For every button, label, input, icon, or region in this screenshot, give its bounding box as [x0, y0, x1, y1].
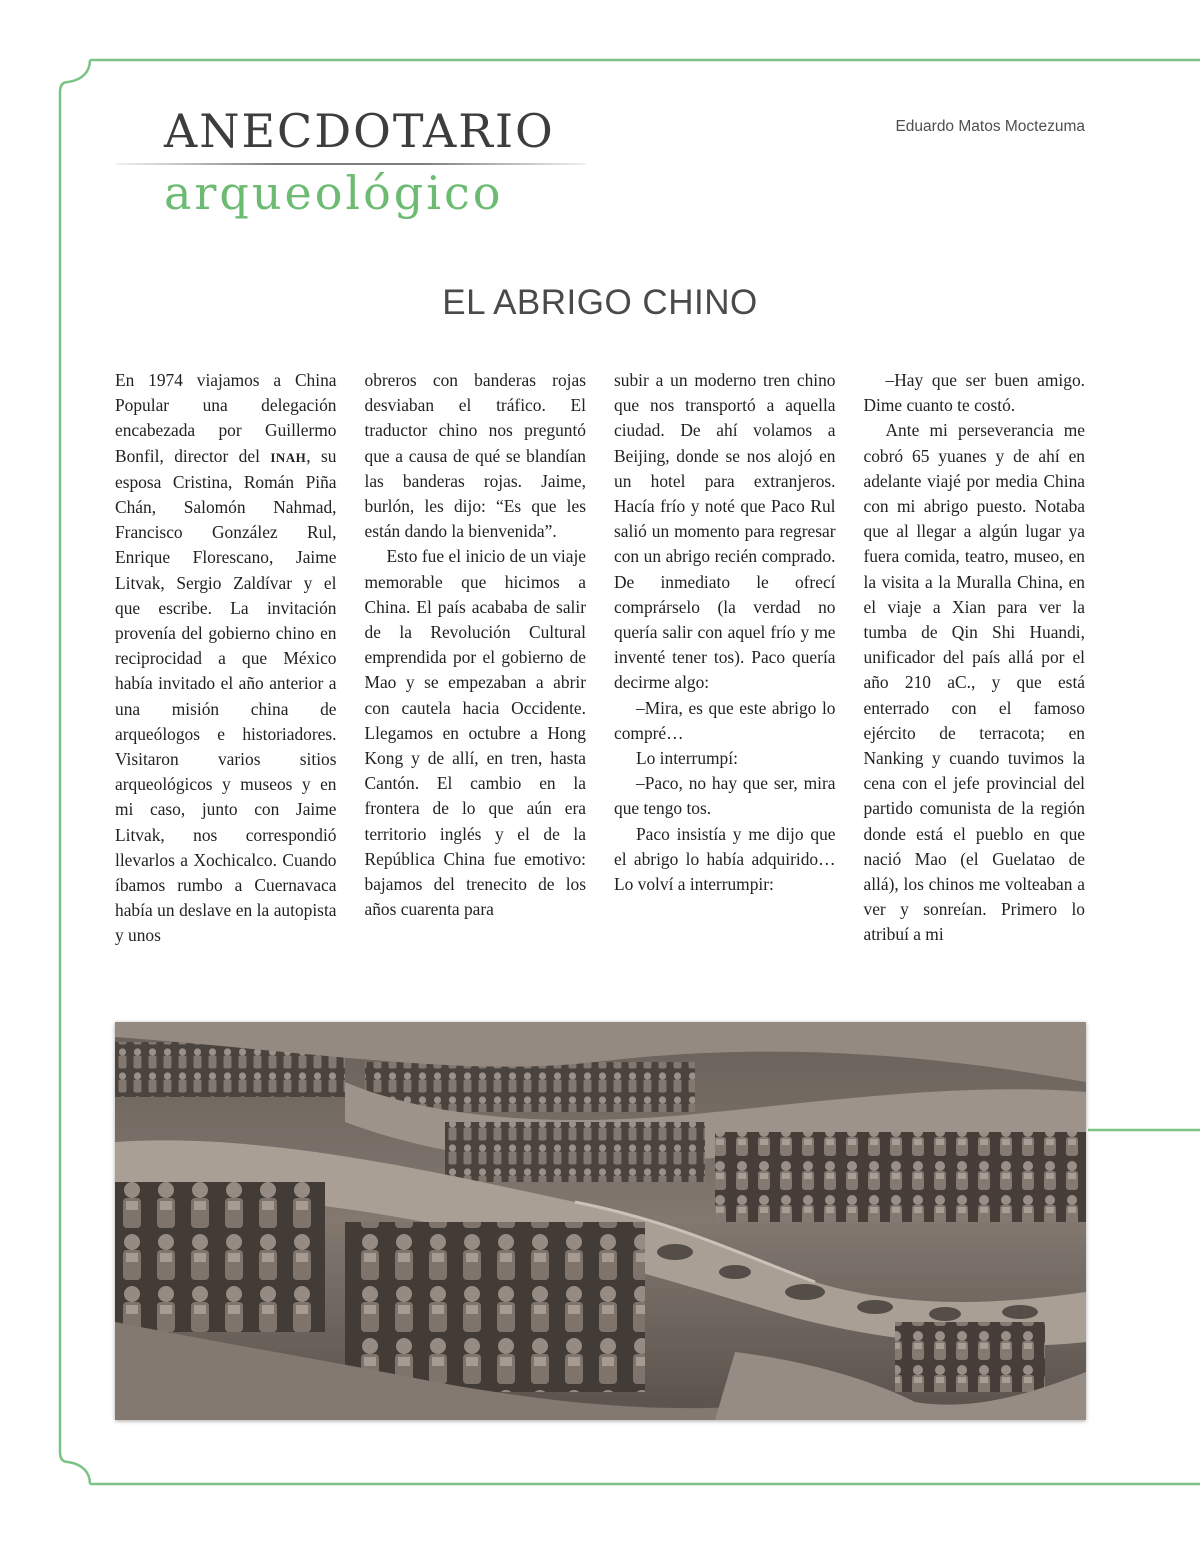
paragraph: –Hay que ser buen amigo. Dime cuanto te costó. — [863, 370, 1085, 416]
section-title-line1: ANECDOTARIO — [164, 104, 555, 158]
paragraph: –Mira, es que este abrigo lo compré… — [614, 697, 836, 743]
title-divider — [116, 163, 586, 165]
article-title: EL ABRIGO CHINO — [442, 283, 758, 322]
paragraph: obreros con banderas rojas desviaban el tráfico. El traductor chino nos preguntó que a causa de qué se blandían las banderas rojas. Jaime, burlón, les dijo: “Es que les están dando la bienvenida”. — [364, 370, 586, 542]
paragraph: Esto fue el inicio de un viaje memorable que hicimos a China. El país acababa de salir de la Revolución Cultural emprendida por el gobierno de Mao y se empezaban a abrir con cautela hacia Occidente. Llegamos en octubre a Hong Kong y de allí, en tren, hasta Cantón. El cambio en la frontera de lo que aún era territorio inglés y el de la República China fue emotivo: bajamos del trenecito de los años cuarenta para — [364, 546, 586, 920]
paragraph: Ante mi perseverancia me cobró 65 yuanes y de ahí en adelante viajé por media China con mi abrigo puesto. Notaba que al llegar a algún lugar ya fuera comida, teatro, museo, en la visita a la Muralla China, en el viaje a Xian para ver la tumba de Qin Shi Huandi, unificador del país allá por el año 210 aC., y que está enterrado con el famoso ejército de terracota; en Nanking y cuando tuvimos la cena con el jefe provincial del partido comunista de la región donde está el pueblo en que nació Mao (el Guelatao de allá), los chinos me volteaban a ver y sonreían. Primero lo atribuí a mi — [863, 420, 1085, 945]
article-body — [115, 368, 1085, 978]
text-run: , su esposa Cristina, Román Piña Chán, Salomón Nahmad, Francisco González Rul, Enrique Florescano, Jaime Litvak, Sergio Zaldívar y el que escribe. La invitación provenía del gobierno chino en reciprocidad a que México había invitado el año anterior a una misión china de arqueólogos e historiadores. Visitaron varios sitios arqueológicos y museos y en mi caso, junto con Jaime Litvak, nos correspondió llevarlos a Xochicalco. Cuando íbamos rumbo a Cuernavaca había un deslave en la autopista y unos — [115, 445, 337, 946]
acronym-inah: INAH — [270, 449, 307, 465]
column-4 — [864, 368, 1086, 978]
column-2 — [365, 368, 587, 978]
photo-illustration — [115, 1022, 1086, 1420]
column-1 — [115, 368, 337, 978]
terracotta-army-photo — [115, 1022, 1086, 1420]
paragraph: –Paco, no hay que ser, mira que tengo tos. — [614, 773, 836, 819]
paragraph — [115, 368, 337, 949]
text-run: En 1974 viajamos a China Popular una delegación encabezada por Guillermo Bonfil, director del — [115, 370, 337, 466]
paragraph: Lo interrumpí: — [636, 748, 738, 769]
column-3 — [614, 368, 836, 978]
paragraph: subir a un moderno tren chino que nos transportó a aquella ciudad. De ahí volamos a Beijing, donde se nos alojó en un hotel para extranjeros. Hacía frío y noté que Paco Rul salió un momento para regresar con un abrigo recién comprado. De inmediato le ofrecí comprárselo (la verdad no quería salir con aquel frío y me inventé tener tos). Paco quería decirme algo: — [614, 370, 836, 693]
section-title-line2: arqueológico — [164, 166, 504, 220]
author-name: Eduardo Matos Moctezuma — [895, 118, 1085, 135]
paragraph: Paco insistía y me dijo que el abrigo lo había adquirido… Lo volví a interrumpir: — [614, 823, 836, 895]
